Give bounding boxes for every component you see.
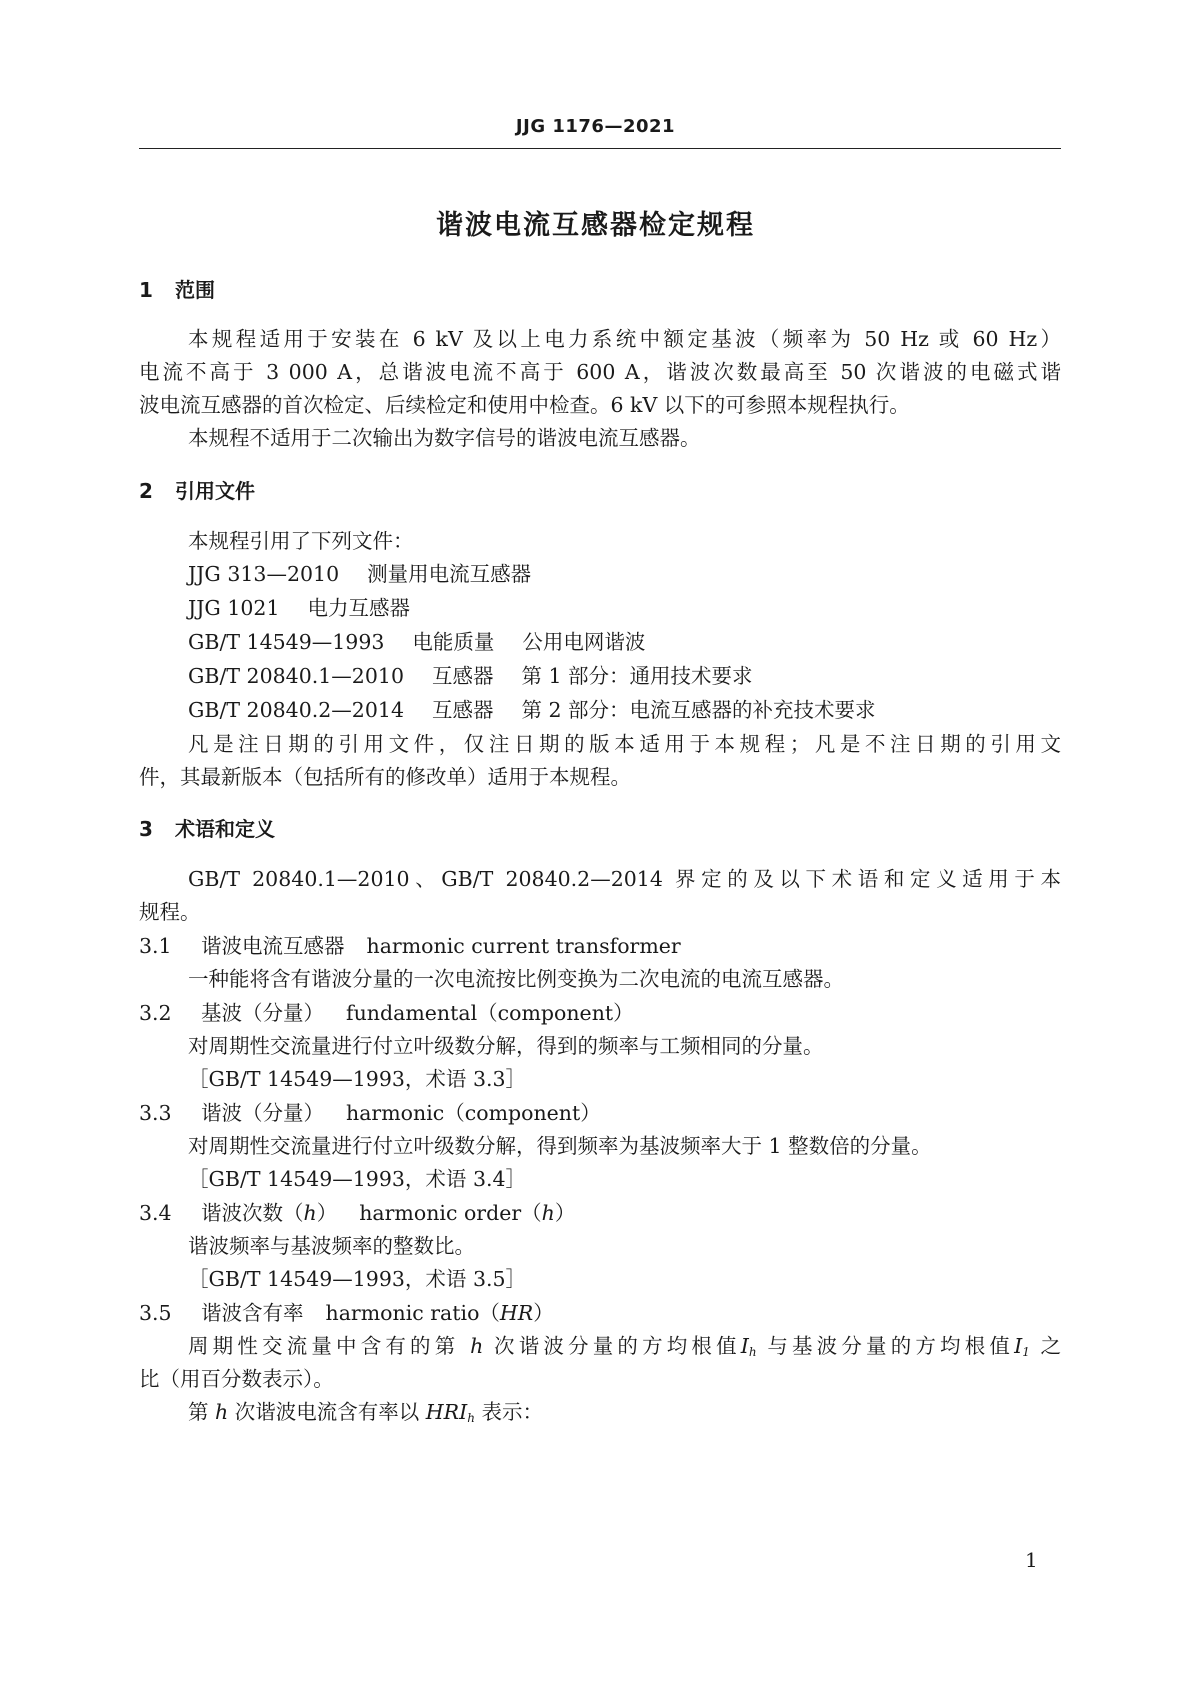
term-number: 3.1 <box>139 934 172 958</box>
paragraph-line: 规程。 <box>139 900 201 924</box>
term-chinese: 基波（分量） <box>201 1001 324 1025</box>
reference-code: GB/T 20840.1—2010 <box>188 664 404 688</box>
term-english: harmonic ratio（HR） <box>325 1301 554 1325</box>
term-english: harmonic order（h） <box>359 1201 576 1225</box>
document-title: 谐波电流互感器检定规程 <box>436 210 755 241</box>
paragraph-line: 波电流互感器的首次检定、后续检定和使用中检查。6 kV 以下的可参照本规程执行。 <box>139 393 910 417</box>
reference-subtitle: 公用电网谐波 <box>522 630 646 654</box>
reference-name: 互感器 <box>431 698 494 722</box>
reference-code: GB/T 20840.2—2014 <box>188 698 404 722</box>
term-definition: 周期性交流量中含有的第 h 次谐波分量的方均根值$I_h$ 与基波分量的方均根值$I_1$ 之 <box>188 1334 1062 1359</box>
term-chinese: 谐波含有率 <box>201 1301 304 1325</box>
header-rule <box>139 148 1061 149</box>
section-title: 引用文件 <box>175 479 255 503</box>
term-source: ［GB/T 14549—1993，术语 3.3］ <box>188 1067 527 1091</box>
reference-subtitle: 第 2 部分：电流互感器的补充技术要求 <box>521 698 876 722</box>
term-number: 3.5 <box>139 1301 172 1325</box>
reference-item <box>188 593 1061 623</box>
reference-item <box>188 627 1061 657</box>
paragraph-line: 本规程不适用于二次输出为数字信号的谐波电流互感器。 <box>188 426 701 450</box>
reference-name: 电力互感器 <box>307 596 410 620</box>
term-number: 3.4 <box>139 1201 172 1225</box>
term-chinese: 谐波次数（h） <box>201 1201 338 1225</box>
paragraph-line: 电流不高于 3 000 A，总谐波电流不高于 600 A，谐波次数最高至 50 次谐波的电磁式谐 <box>139 360 1061 384</box>
section-title: 范围 <box>175 278 215 302</box>
term-english: fundamental（component） <box>346 1001 634 1025</box>
paragraph-line: 件，其最新版本（包括所有的修改单）适用于本规程。 <box>139 765 631 789</box>
paragraph-line: 凡是注日期的引用文件，仅注日期的版本适用于本规程；凡是不注日期的引用文 <box>188 732 1061 756</box>
term-3-4 <box>139 1198 1061 1228</box>
term-english: harmonic current transformer <box>366 934 681 958</box>
reference-code: JJG 1021 <box>188 596 280 620</box>
term-3-2 <box>139 998 1061 1028</box>
reference-subtitle: 第 1 部分：通用技术要求 <box>521 664 753 688</box>
reference-code: JJG 313—2010 <box>188 562 340 586</box>
term-definition: 一种能将含有谐波分量的一次电流按比例变换为二次电流的电流互感器。 <box>188 967 844 991</box>
reference-item <box>188 695 1061 725</box>
term-definition: 第 h 次谐波电流含有率以 $HRI_h$ 表示： <box>188 1400 543 1425</box>
paragraph-line: 本规程适用于安装在 6 kV 及以上电力系统中额定基波（频率为 50 Hz 或 60 Hz） <box>188 327 1061 351</box>
reference-name: 测量用电流互感器 <box>367 562 532 586</box>
section-title: 术语和定义 <box>175 817 275 841</box>
term-number: 3.2 <box>139 1001 172 1025</box>
term-chinese: 谐波电流互感器 <box>201 934 345 958</box>
paragraph-line: GB/T 20840.1—2010、GB/T 20840.2—2014 界定的及以下术语和定义适用于本 <box>188 867 1061 891</box>
reference-name: 互感器 <box>431 664 494 688</box>
section-1-heading <box>139 275 1061 305</box>
term-definition: 对周期性交流量进行付立叶级数分解，得到频率为基波频率大于 1 整数倍的分量。 <box>188 1134 932 1158</box>
term-number: 3.3 <box>139 1101 172 1125</box>
reference-name: 电能质量 <box>412 630 495 654</box>
term-english: harmonic（component） <box>346 1101 601 1125</box>
term-definition: 对周期性交流量进行付立叶级数分解，得到的频率与工频相同的分量。 <box>188 1034 824 1058</box>
term-3-3 <box>139 1098 1061 1128</box>
term-source: ［GB/T 14549—1993，术语 3.5］ <box>188 1267 527 1291</box>
standard-code: JJG 1176—2021 <box>515 116 676 137</box>
term-chinese: 谐波（分量） <box>201 1101 324 1125</box>
section-number: 2 <box>139 479 153 503</box>
page-number: 1 <box>1025 1548 1038 1572</box>
term-definition: 比（用百分数表示）。 <box>139 1367 334 1391</box>
section-number: 3 <box>139 817 153 841</box>
section-2-heading <box>139 476 1061 506</box>
reference-item <box>188 559 1061 589</box>
term-definition: 谐波频率与基波频率的整数比。 <box>188 1234 475 1258</box>
paragraph-line: 本规程引用了下列文件： <box>188 529 414 553</box>
term-source: ［GB/T 14549—1993，术语 3.4］ <box>188 1167 527 1191</box>
term-3-1 <box>139 931 1061 961</box>
reference-code: GB/T 14549—1993 <box>188 630 385 654</box>
term-3-5 <box>139 1298 1061 1328</box>
section-number: 1 <box>139 278 153 302</box>
section-3-heading <box>139 814 1061 844</box>
reference-item <box>188 661 1061 691</box>
